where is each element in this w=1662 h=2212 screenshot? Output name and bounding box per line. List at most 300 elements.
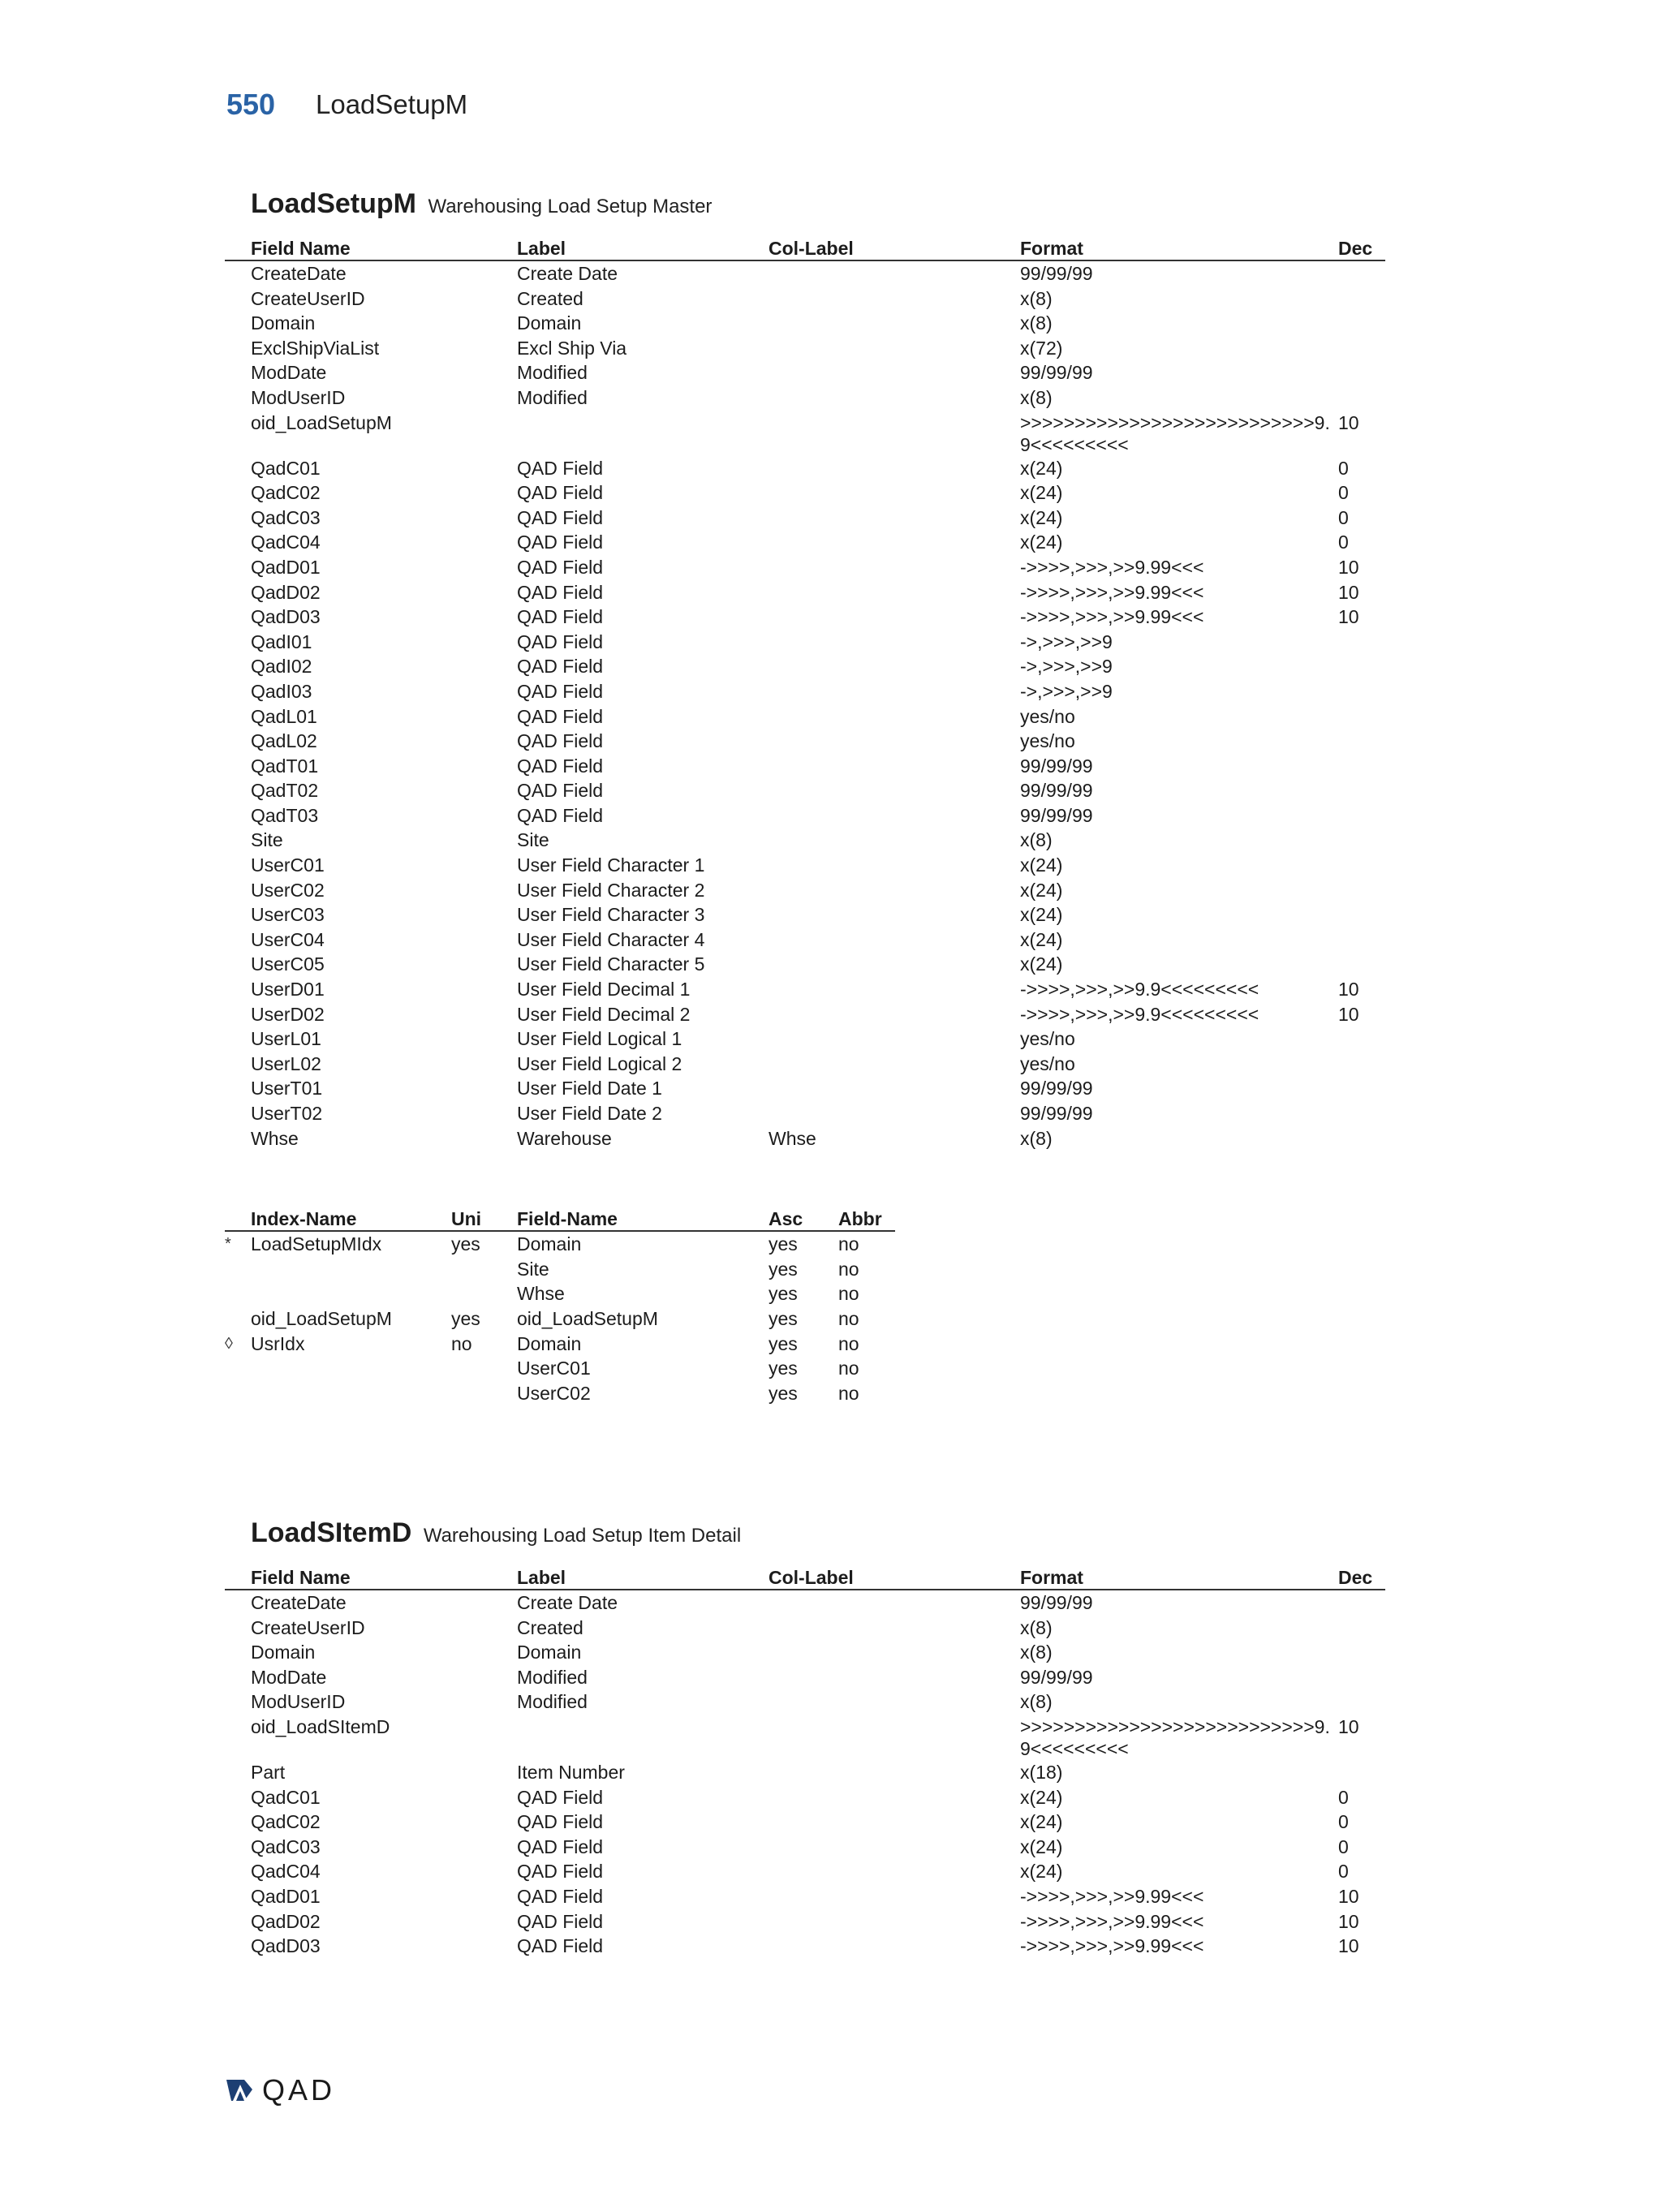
table-row	[225, 754, 1385, 779]
index-field-name: oid_LoadSetupM	[517, 1307, 658, 1329]
index-unique	[451, 1381, 517, 1406]
index-abbr: no	[838, 1283, 859, 1305]
table-row	[225, 1026, 1385, 1052]
field-dec	[1338, 778, 1385, 803]
field-dec: 0	[1338, 457, 1349, 479]
field-label: QAD Field	[517, 506, 604, 528]
field-col-label	[769, 630, 1020, 655]
table-heading	[251, 1517, 1385, 1566]
row-spacer	[225, 1101, 251, 1126]
table-section-loadsetupm	[225, 188, 1385, 1405]
field-name: QadC02	[251, 1811, 321, 1833]
field-col-label	[769, 1760, 1020, 1785]
field-dec	[1338, 927, 1385, 953]
footer-logo	[225, 2074, 335, 2107]
row-spacer	[225, 1640, 251, 1665]
column-header-dec: Dec	[1338, 1567, 1373, 1588]
field-name: ExclShipViaList	[251, 337, 380, 359]
table-row	[225, 605, 1385, 630]
field-name: ModDate	[251, 362, 327, 384]
field-label: User Field Character 2	[517, 879, 705, 901]
field-label: QAD Field	[517, 705, 604, 727]
field-dec: 10	[1338, 411, 1359, 433]
field-dec: 0	[1338, 1861, 1349, 1883]
field-label: QAD Field	[517, 780, 604, 802]
field-format: yes/no	[1020, 1028, 1075, 1050]
field-name: QadL01	[251, 705, 317, 727]
table-row	[225, 952, 1385, 977]
field-name: Part	[251, 1761, 286, 1783]
index-abbr: no	[838, 1258, 859, 1280]
field-label: QAD Field	[517, 1885, 604, 1907]
field-name: UserC02	[251, 879, 325, 901]
row-spacer	[225, 456, 251, 481]
field-format: 99/99/99	[1020, 1592, 1093, 1613]
field-name: oid_LoadSItemD	[251, 1715, 390, 1737]
index-name	[251, 1356, 451, 1381]
index-field-name: Domain	[517, 1233, 582, 1255]
field-label: Modified	[517, 1691, 588, 1713]
field-dec	[1338, 704, 1385, 729]
field-label: User Field Character 5	[517, 953, 705, 975]
field-dec	[1338, 654, 1385, 679]
field-label: QAD Field	[517, 1910, 604, 1932]
field-label: Create Date	[517, 1592, 618, 1613]
field-dec	[1338, 1101, 1385, 1126]
index-marker	[225, 1306, 251, 1332]
field-col-label	[769, 1616, 1020, 1641]
field-name: ModDate	[251, 1666, 327, 1688]
row-spacer	[225, 480, 251, 506]
row-spacer	[225, 878, 251, 903]
field-col-label	[769, 1026, 1020, 1052]
table-row	[225, 1076, 1385, 1101]
column-spacer	[225, 237, 251, 260]
table-row	[225, 1665, 1385, 1690]
field-format: yes/no	[1020, 1052, 1075, 1074]
field-dec	[1338, 853, 1385, 878]
table-heading	[251, 188, 1385, 237]
index-field-name: Domain	[517, 1332, 582, 1354]
column-header-dec: Dec	[1338, 238, 1373, 259]
page-title: LoadSetupM	[316, 89, 468, 119]
field-dec: 0	[1338, 1811, 1349, 1833]
field-format: ->>>>,>>>,>>9.9<<<<<<<<<	[1020, 1003, 1259, 1025]
field-dec	[1338, 1590, 1385, 1616]
field-name: QadC01	[251, 1786, 321, 1808]
index-abbr: no	[838, 1358, 859, 1379]
field-col-label	[769, 336, 1020, 361]
field-format: 99/99/99	[1020, 755, 1093, 777]
field-col-label	[769, 1689, 1020, 1715]
field-col-label	[769, 605, 1020, 630]
table-row	[225, 729, 1385, 754]
field-dec	[1338, 679, 1385, 704]
field-dec: 10	[1338, 979, 1359, 1001]
index-asc: yes	[769, 1332, 798, 1354]
row-spacer	[225, 360, 251, 385]
field-label: Item Number	[517, 1761, 625, 1783]
column-header-label: Label	[517, 1567, 566, 1588]
field-format: yes/no	[1020, 730, 1075, 752]
field-col-label	[769, 1101, 1020, 1126]
field-label: Create Date	[517, 263, 618, 284]
row-spacer	[225, 654, 251, 679]
field-dec	[1338, 754, 1385, 779]
field-format: x(18)	[1020, 1761, 1063, 1783]
table-row	[225, 385, 1385, 411]
table-row	[225, 630, 1385, 655]
field-col-label	[769, 977, 1020, 1002]
field-col-label	[769, 555, 1020, 580]
field-label: QAD Field	[517, 1935, 604, 1957]
field-dec: 10	[1338, 556, 1359, 578]
table-row	[225, 1760, 1385, 1785]
field-format: ->>>>,>>>,>>9.99<<<	[1020, 1910, 1204, 1932]
field-col-label	[769, 506, 1020, 531]
column-spacer	[225, 1566, 251, 1590]
index-asc: yes	[769, 1258, 798, 1280]
row-spacer	[225, 1689, 251, 1715]
field-name: QadT01	[251, 755, 319, 777]
table-row	[225, 336, 1385, 361]
logo-text: QAD	[262, 2073, 336, 2107]
field-col-label	[769, 927, 1020, 953]
table-row	[225, 286, 1385, 312]
table-row	[225, 977, 1385, 1002]
index-unique: yes	[451, 1307, 480, 1329]
table-row	[225, 654, 1385, 679]
field-col-label	[769, 385, 1020, 411]
field-format: x(24)	[1020, 953, 1063, 975]
field-dec: 0	[1338, 531, 1349, 553]
field-format: 99/99/99	[1020, 362, 1093, 384]
field-dec: 10	[1338, 1003, 1359, 1025]
field-format: x(8)	[1020, 1691, 1053, 1713]
table-row	[225, 1101, 1385, 1126]
table-row	[225, 927, 1385, 953]
field-label: QAD Field	[517, 581, 604, 603]
field-dec: 10	[1338, 581, 1359, 603]
column-header-col-label: Col-Label	[769, 238, 854, 259]
field-label: User Field Character 3	[517, 904, 705, 926]
index-marker	[225, 1257, 251, 1282]
field-col-label	[769, 778, 1020, 803]
field-label: User Field Character 4	[517, 928, 705, 950]
index-unique	[451, 1257, 517, 1282]
index-name: oid_LoadSetupM	[251, 1307, 392, 1329]
row-spacer	[225, 729, 251, 754]
field-format: ->,>>>,>>9	[1020, 680, 1113, 702]
qad-logo-icon	[225, 2076, 256, 2104]
field-format: x(8)	[1020, 386, 1053, 408]
field-format: ->>>>,>>>,>>9.99<<<	[1020, 1935, 1204, 1957]
field-format: x(24)	[1020, 1835, 1063, 1857]
index-name	[251, 1381, 451, 1406]
field-col-label: Whse	[769, 1127, 816, 1149]
field-col-label	[769, 1002, 1020, 1027]
row-spacer	[225, 1760, 251, 1785]
field-col-label	[769, 456, 1020, 481]
table-row	[225, 1785, 1385, 1810]
field-label: QAD Field	[517, 656, 604, 678]
field-label: QAD Field	[517, 556, 604, 578]
field-dec	[1338, 1076, 1385, 1101]
table-row	[225, 311, 1385, 336]
index-field-name: Site	[517, 1258, 549, 1280]
field-name: UserC01	[251, 854, 325, 876]
field-name: UserC04	[251, 928, 325, 950]
field-name: QadD02	[251, 581, 321, 603]
field-label: QAD Field	[517, 1861, 604, 1883]
row-spacer	[225, 336, 251, 361]
field-format: x(8)	[1020, 1616, 1053, 1638]
field-name: ModUserID	[251, 386, 346, 408]
field-format: ->>>>,>>>,>>9.99<<<	[1020, 556, 1204, 578]
column-spacer	[225, 1207, 251, 1231]
field-label: User Field Date 1	[517, 1078, 662, 1100]
field-dec	[1338, 828, 1385, 853]
table-description: Warehousing Load Setup Item Detail	[423, 1525, 742, 1547]
field-format: x(8)	[1020, 312, 1053, 334]
row-spacer	[225, 630, 251, 655]
row-spacer	[225, 704, 251, 729]
field-dec: 10	[1338, 1715, 1359, 1737]
field-col-label	[769, 286, 1020, 312]
table-row	[225, 480, 1385, 506]
field-label: User Field Logical 1	[517, 1028, 682, 1050]
row-spacer	[225, 1126, 251, 1151]
field-format: ->,>>>,>>9	[1020, 656, 1113, 678]
field-dec	[1338, 1640, 1385, 1665]
field-format: x(24)	[1020, 1811, 1063, 1833]
row-spacer	[225, 927, 251, 953]
row-spacer	[225, 311, 251, 336]
table-row	[225, 580, 1385, 605]
field-format: ->>>>,>>>,>>9.99<<<	[1020, 1885, 1204, 1907]
field-dec	[1338, 1616, 1385, 1641]
field-label: User Field Date 2	[517, 1103, 662, 1124]
field-col-label	[769, 729, 1020, 754]
field-format: >>>>>>>>>>>>>>>>>>>>>>>>>>>9.9<<<<<<<<<	[1020, 1715, 1330, 1759]
row-spacer	[225, 1859, 251, 1884]
field-col-label	[769, 1640, 1020, 1665]
index-marker: *	[225, 1235, 231, 1254]
field-name: CreateUserID	[251, 1616, 365, 1638]
field-col-label	[769, 1785, 1020, 1810]
field-dec: 10	[1338, 1935, 1359, 1957]
field-dec: 10	[1338, 606, 1359, 628]
field-name: Whse	[251, 1127, 299, 1149]
table-section-loadsitemd	[225, 1517, 1385, 1959]
field-col-label	[769, 580, 1020, 605]
field-dec: 10	[1338, 1885, 1359, 1907]
row-spacer	[225, 1002, 251, 1027]
field-label: QAD Field	[517, 755, 604, 777]
field-dec	[1338, 902, 1385, 927]
field-dec	[1338, 952, 1385, 977]
field-dec: 0	[1338, 1835, 1349, 1857]
field-dec	[1338, 1026, 1385, 1052]
table-row	[225, 1126, 1385, 1151]
table-row	[225, 803, 1385, 828]
index-asc: yes	[769, 1233, 798, 1255]
field-name: UserL02	[251, 1052, 321, 1074]
field-name: QadL02	[251, 730, 317, 752]
field-name: QadT03	[251, 804, 319, 826]
table-row	[225, 555, 1385, 580]
table-row	[225, 1810, 1385, 1835]
field-name: QadI02	[251, 656, 312, 678]
field-format: 99/99/99	[1020, 1666, 1093, 1688]
index-marker	[225, 1356, 251, 1381]
field-format: 99/99/99	[1020, 804, 1093, 826]
field-format: x(24)	[1020, 457, 1063, 479]
index-marker: ◊	[225, 1334, 233, 1353]
table-row	[225, 1002, 1385, 1027]
row-spacer	[225, 1934, 251, 1959]
field-dec	[1338, 360, 1385, 385]
table-row	[225, 853, 1385, 878]
field-name: QadC02	[251, 482, 321, 504]
field-name: UserT01	[251, 1078, 323, 1100]
column-header-uni: Uni	[451, 1208, 482, 1230]
field-label: Site	[517, 829, 549, 851]
field-dec	[1338, 336, 1385, 361]
table-row	[225, 778, 1385, 803]
field-name: QadD01	[251, 1885, 321, 1907]
field-format: 99/99/99	[1020, 263, 1093, 284]
row-spacer	[225, 952, 251, 977]
field-col-label	[769, 411, 1020, 456]
row-spacer	[225, 853, 251, 878]
table-row	[225, 1884, 1385, 1909]
field-dec	[1338, 260, 1385, 286]
row-spacer	[225, 1076, 251, 1101]
index-asc: yes	[769, 1358, 798, 1379]
field-format: x(24)	[1020, 531, 1063, 553]
column-header-index-name: Index-Name	[251, 1208, 357, 1230]
field-dec	[1338, 311, 1385, 336]
column-header-abbr: Abbr	[838, 1208, 882, 1230]
field-label: QAD Field	[517, 1835, 604, 1857]
field-label	[517, 411, 769, 456]
field-col-label	[769, 654, 1020, 679]
row-spacer	[225, 605, 251, 630]
row-spacer	[225, 1884, 251, 1909]
field-name: QadC03	[251, 1835, 321, 1857]
row-spacer	[225, 803, 251, 828]
field-name: QadI01	[251, 630, 312, 652]
index-marker	[225, 1281, 251, 1306]
field-col-label	[769, 952, 1020, 977]
field-format: x(24)	[1020, 854, 1063, 876]
field-name: QadD03	[251, 1935, 321, 1957]
field-label: QAD Field	[517, 482, 604, 504]
table-row	[225, 1689, 1385, 1715]
field-dec	[1338, 1665, 1385, 1690]
index-name: UsrIdx	[251, 1332, 305, 1354]
field-label: Warehouse	[517, 1127, 612, 1149]
field-name: QadD02	[251, 1910, 321, 1932]
table-row	[225, 1052, 1385, 1077]
field-col-label	[769, 1934, 1020, 1959]
field-table-header	[225, 1566, 1385, 1590]
row-spacer	[225, 1785, 251, 1810]
field-col-label	[769, 878, 1020, 903]
row-spacer	[225, 506, 251, 531]
index-unique	[451, 1356, 517, 1381]
field-dec: 0	[1338, 482, 1349, 504]
field-label: QAD Field	[517, 730, 604, 752]
table-row	[225, 1859, 1385, 1884]
table-row	[225, 1281, 895, 1306]
index-unique: no	[451, 1332, 472, 1354]
field-label: Created	[517, 287, 583, 309]
index-name	[251, 1281, 451, 1306]
index-unique: yes	[451, 1233, 480, 1255]
field-name: QadC03	[251, 506, 321, 528]
table-row	[225, 1306, 895, 1332]
field-col-label	[769, 1909, 1020, 1934]
index-unique	[451, 1281, 517, 1306]
index-asc: yes	[769, 1307, 798, 1329]
row-spacer	[225, 778, 251, 803]
table-row	[225, 1616, 1385, 1641]
field-format: yes/no	[1020, 705, 1075, 727]
field-format: x(24)	[1020, 506, 1063, 528]
field-col-label	[769, 311, 1020, 336]
row-spacer	[225, 260, 251, 286]
field-dec: 0	[1338, 506, 1349, 528]
field-label: QAD Field	[517, 680, 604, 702]
field-name: UserC03	[251, 904, 325, 926]
row-spacer	[225, 1665, 251, 1690]
table-row	[225, 1590, 1385, 1616]
field-col-label	[769, 754, 1020, 779]
field-dec	[1338, 385, 1385, 411]
field-format: ->>>>,>>>,>>9.9<<<<<<<<<	[1020, 979, 1259, 1001]
row-spacer	[225, 754, 251, 779]
row-spacer	[225, 555, 251, 580]
row-spacer	[225, 385, 251, 411]
field-name: oid_LoadSetupM	[251, 411, 392, 433]
index-field-name: Whse	[517, 1283, 565, 1305]
column-header-col-label: Col-Label	[769, 1567, 854, 1588]
row-spacer	[225, 1835, 251, 1860]
table-row	[225, 1332, 895, 1357]
table-row	[225, 1835, 1385, 1860]
field-col-label	[769, 260, 1020, 286]
table-row	[225, 1715, 1385, 1760]
index-abbr: no	[838, 1233, 859, 1255]
field-dec	[1338, 1126, 1385, 1151]
field-name: UserD02	[251, 1003, 325, 1025]
field-col-label	[769, 828, 1020, 853]
field-name: UserL01	[251, 1028, 321, 1050]
table-name: LoadSetupM	[251, 188, 416, 219]
field-label: Excl Ship Via	[517, 337, 627, 359]
field-format: x(72)	[1020, 337, 1063, 359]
field-format: x(24)	[1020, 879, 1063, 901]
field-name: ModUserID	[251, 1691, 346, 1713]
field-name: CreateDate	[251, 263, 347, 284]
field-dec	[1338, 1052, 1385, 1077]
field-dec	[1338, 1689, 1385, 1715]
column-header-field-name: Field-Name	[517, 1208, 618, 1230]
field-format: ->>>>,>>>,>>9.99<<<	[1020, 581, 1204, 603]
table-row	[225, 878, 1385, 903]
